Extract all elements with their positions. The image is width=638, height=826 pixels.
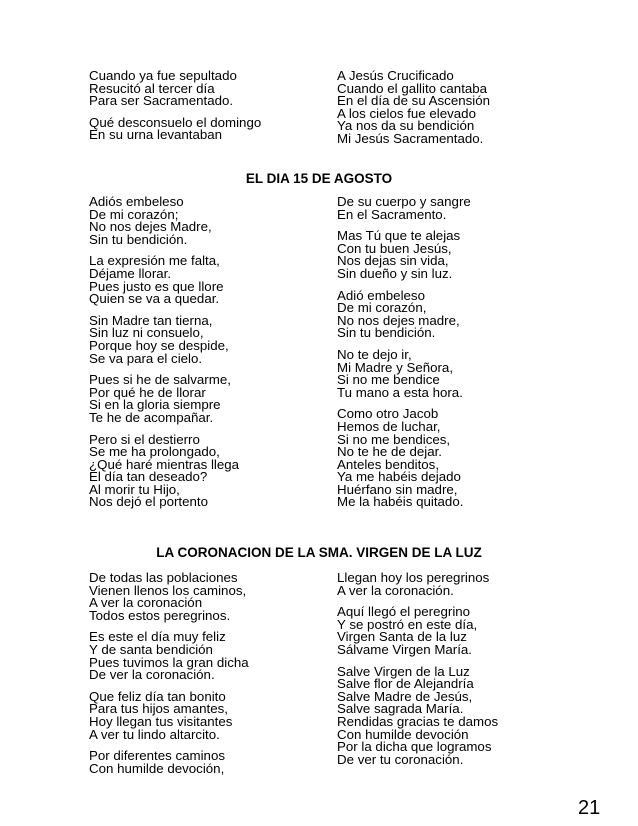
verse-line: Resucitó al tercer día	[89, 80, 215, 96]
verse-line: ¿Qué haré mientras llega	[89, 456, 240, 472]
stanza	[337, 663, 587, 767]
page-number: 21	[578, 797, 601, 819]
verse-line: Quien se va a quedar.	[89, 291, 220, 307]
verse-line: Aquí llegó el peregrino	[337, 604, 471, 620]
verse-line: Mi Jesús Sacramentado.	[337, 130, 484, 146]
verse-line: Y de santa bendición	[89, 641, 213, 657]
verse-line: Al morir tu Hijo,	[89, 481, 180, 497]
verse-line: Todos estos peregrinos.	[89, 607, 231, 623]
verse-line: Salve sagrada María.	[337, 701, 464, 717]
section1-right-column	[337, 70, 587, 155]
verse-line: Cuando el gallito cantaba	[337, 80, 488, 96]
verse-line: Se va para el cielo.	[89, 350, 203, 366]
verse-line: Pues si he de salvarme,	[89, 372, 231, 388]
verse-line: Me la habéis quitado.	[337, 494, 464, 510]
verse-line: Con tu buen Jesús,	[337, 240, 452, 256]
section2-right-column	[337, 196, 587, 518]
section1-left-column	[89, 70, 329, 151]
verse-line: Nos dejas sin vida,	[337, 253, 449, 269]
verse-line: Es este el día muy feliz	[89, 629, 226, 645]
verse-line: Cuando ya fue sepultado	[89, 68, 237, 83]
verse-line: De todas las poblaciones	[89, 570, 238, 585]
verse-line: Si en la gloria siempre	[89, 397, 221, 413]
stanza	[89, 312, 329, 366]
verse-line: Sin luz ni consuelo,	[89, 325, 204, 341]
verse-line: Con humilde devoción,	[89, 760, 225, 776]
verse-line: En el Sacramento.	[337, 206, 447, 222]
verse-line: Para tus hijos amantes,	[89, 701, 228, 717]
stanza	[337, 70, 587, 146]
stanza	[337, 572, 587, 597]
verse-line: Para ser Sacramentado.	[89, 93, 234, 109]
verse-line: A Jesús Crucificado	[337, 68, 454, 83]
verse-line: Se me ha prolongado,	[89, 444, 220, 460]
heading-15-agosto: EL DIA 15 DE AGOSTO	[245, 171, 393, 186]
stanza	[337, 408, 587, 509]
verse-line: Adió embeleso	[337, 287, 425, 303]
verse-line: Sin tu bendición.	[89, 231, 188, 247]
verse-line: Como otro Jacob	[337, 406, 439, 422]
verse-line: Nos dejó el portento	[89, 494, 209, 510]
verse-line: Y se postró en este día,	[337, 616, 478, 632]
verse-line: No te he de dejar.	[337, 444, 442, 460]
verse-line: No nos dejes Madre,	[89, 219, 212, 235]
verse-line: A ver la coronación	[89, 595, 203, 611]
verse-line: De mi corazón;	[89, 206, 179, 222]
verse-line: Pues justo es que llore	[89, 278, 224, 294]
stanza	[89, 255, 329, 305]
stanza	[337, 606, 587, 656]
verse-line: Salve Madre de Jesús,	[337, 688, 473, 704]
verse-line: Hemos de luchar,	[337, 418, 441, 434]
verse-line: En el día de su Ascensión	[337, 93, 491, 109]
verse-line: De ver tu coronación.	[337, 751, 464, 767]
verse-line: De su cuerpo y sangre	[337, 194, 471, 209]
heading-coronacion: LA CORONACION DE LA SMA. VIRGEN DE LA LUZ	[156, 545, 482, 560]
verse-line: Salve flor de Alejandría	[337, 676, 474, 692]
verse-line: En su urna levantaban	[89, 127, 223, 143]
stanza	[89, 374, 329, 424]
stanza	[89, 688, 329, 742]
verse-line: Rendidas gracias te damos	[337, 713, 499, 729]
verse-line: Tu mano a esta hora.	[337, 384, 463, 400]
verse-line: Te he de acompañar.	[89, 409, 214, 425]
stanza	[337, 346, 587, 400]
verse-line: Sálvame Virgen María.	[337, 641, 473, 657]
verse-line: Sin tu bendición.	[337, 325, 436, 341]
verse-line: De mi corazón,	[337, 300, 427, 316]
verse-line: Vienen llenos los caminos,	[89, 582, 247, 598]
verse-line: No te dejo ir,	[337, 346, 412, 362]
verse-line: A los cielos fue elevado	[337, 105, 476, 121]
stanza	[89, 70, 329, 108]
verse-line: Pero si el destierro	[89, 431, 200, 447]
verse-line: Ya me habéis dejado	[337, 469, 461, 485]
verse-line: Adiós embeleso	[89, 194, 184, 209]
verse-line: Que feliz día tan bonito	[89, 688, 226, 704]
verse-line: Pues tuvimos la gran dicha	[89, 654, 249, 670]
verse-line: El día tan deseado?	[89, 469, 208, 485]
verse-line: Sin Madre tan tierna,	[89, 312, 213, 328]
verse-line: Anteles benditos,	[337, 456, 440, 472]
stanza	[337, 287, 587, 341]
section3-left-column	[89, 572, 329, 784]
verse-line: Por diferentes caminos	[89, 748, 225, 764]
verse-line: Mas Tú que te alejas	[337, 228, 461, 244]
verse-line: Déjame llorar.	[89, 265, 172, 281]
stanza	[89, 750, 329, 775]
stanza	[89, 631, 329, 681]
stanza	[337, 230, 587, 280]
verse-line: Con humilde devoción	[337, 726, 469, 742]
verse-line: A ver tu lindo altarcito.	[89, 726, 220, 742]
verse-line: Virgen Santa de la luz	[337, 629, 467, 645]
verse-line: Mi Madre y Señora,	[337, 359, 454, 375]
stanza	[337, 196, 587, 221]
verse-line: Hoy llegan tus visitantes	[89, 713, 233, 729]
section2-left-column	[89, 196, 329, 518]
verse-line: Ya nos da su bendición	[337, 118, 475, 134]
stanza	[89, 114, 329, 143]
verse-line: La expresión me falta,	[89, 253, 220, 269]
stanza	[89, 572, 329, 622]
verse-line: Por la dicha que logramos	[337, 739, 492, 755]
verse-line: No nos dejes madre,	[337, 312, 460, 328]
verse-line: A ver la coronación.	[337, 582, 454, 598]
verse-line: Salve Virgen de la Luz	[337, 663, 470, 679]
verse-line: Qué desconsuelo el domingo	[89, 114, 262, 130]
stanza	[89, 431, 329, 510]
verse-line: Huérfano sin madre,	[337, 481, 458, 497]
verse-line: Porque hoy se despide,	[89, 337, 229, 353]
verse-line: Sin dueño y sin luz.	[337, 265, 453, 281]
verse-line: Si no me bendice	[337, 372, 440, 388]
verse-line: De ver la coronación.	[89, 667, 215, 683]
verse-line: Si no me bendices,	[337, 431, 451, 447]
section3-right-column	[337, 572, 587, 775]
verse-line: Llegan hoy los peregrinos	[337, 570, 490, 585]
verse-line: Por qué he de llorar	[89, 384, 206, 400]
stanza	[89, 196, 329, 246]
